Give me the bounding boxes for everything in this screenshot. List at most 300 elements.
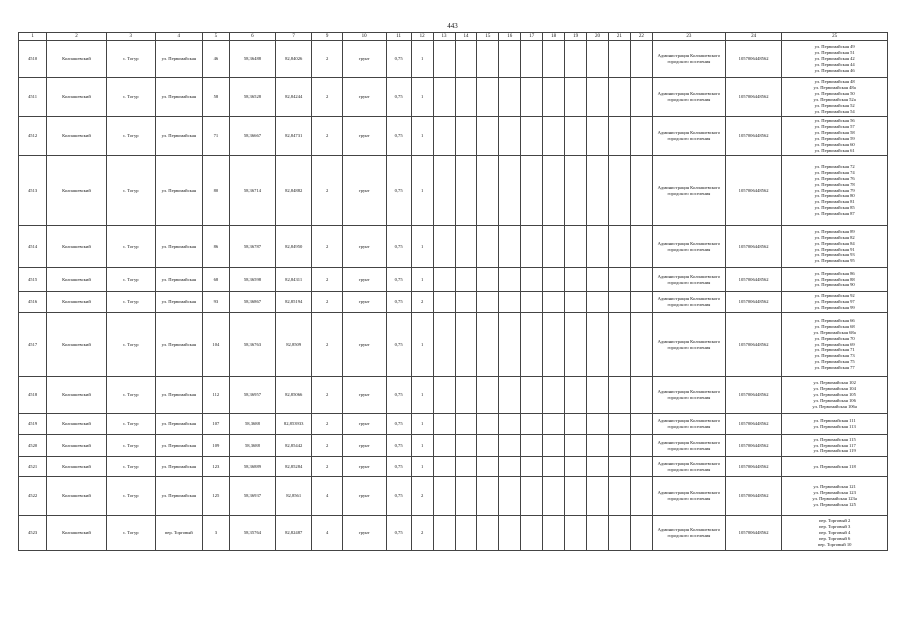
column-header: 4	[155, 33, 202, 41]
longitude-cell: 82,85284	[275, 457, 312, 477]
page-number: 443	[447, 22, 458, 30]
ogrn-cell: 1057006448562	[725, 435, 781, 457]
owner-cell: Администрация Колпашевского городского поселения	[652, 414, 725, 435]
longitude-cell: 82,8509	[275, 313, 312, 377]
address-line: ул. Первомайская 121	[813, 484, 856, 490]
empty-cell	[630, 414, 652, 435]
longitude-cell: 82,84244	[275, 78, 312, 117]
address-line: ул. Первомайская 70	[814, 335, 855, 341]
settlement-cell: с. Тогур	[106, 516, 155, 551]
empty-cell	[455, 156, 477, 226]
address-line: ул. Первомайская 93	[814, 252, 855, 258]
address-line: ул. Первомайская 48	[814, 79, 855, 85]
district-cell: Колпашевский	[47, 477, 107, 516]
table-row	[19, 414, 888, 435]
settlement-cell: с. Тогур	[106, 78, 155, 117]
longitude-cell: 82,84950	[275, 226, 312, 268]
empty-cell	[477, 516, 499, 551]
empty-cell	[630, 457, 652, 477]
house-cell: 46	[202, 41, 229, 78]
table-row	[19, 268, 888, 292]
empty-cell	[477, 457, 499, 477]
empty-cell	[521, 292, 543, 313]
empty-cell	[565, 78, 587, 117]
addresses-cell	[782, 516, 888, 551]
count-cell: 2	[312, 377, 342, 414]
empty-cell	[521, 268, 543, 292]
address-line: ул. Первомайская 69	[814, 341, 855, 347]
empty-cell	[543, 457, 565, 477]
latitude-cell: 58,36867	[229, 292, 275, 313]
column-header: 18	[543, 33, 565, 41]
address-line: ул. Первомайская 99	[814, 304, 855, 310]
empty-cell	[630, 78, 652, 117]
settlement-cell: с. Тогур	[106, 117, 155, 156]
column-header: 15	[477, 33, 499, 41]
count-cell: 2	[312, 457, 342, 477]
address-line: ул. Первомайская 59	[814, 136, 855, 141]
owner-cell: Администрация Колпашевского городского поселения	[652, 268, 725, 292]
empty-cell	[433, 117, 455, 156]
address-line: ул. Первомайская 88	[814, 276, 855, 282]
table-row	[19, 313, 888, 377]
header-row	[19, 33, 888, 41]
district-cell: Колпашевский	[47, 516, 107, 551]
area-cell: 0,75	[386, 156, 411, 226]
empty-cell	[608, 377, 630, 414]
address-line: пер. Торговый 2	[818, 518, 851, 524]
column-header: 14	[455, 33, 477, 41]
empty-cell	[565, 516, 587, 551]
empty-cell	[499, 117, 521, 156]
addresses-cell	[782, 377, 888, 414]
ogrn-cell: 1057006448562	[725, 41, 781, 78]
count-cell: 2	[312, 313, 342, 377]
empty-cell	[521, 41, 543, 78]
empty-cell	[608, 292, 630, 313]
house-cell: 107	[202, 414, 229, 435]
addresses-cell	[782, 457, 888, 477]
empty-cell	[565, 414, 587, 435]
longitude-cell: 82,8561	[275, 477, 312, 516]
address-line: пер. Торговый 3	[818, 524, 851, 530]
table-row	[19, 156, 888, 226]
area-cell: 0,75	[386, 377, 411, 414]
empty-cell	[543, 78, 565, 117]
district-cell: Колпашевский	[47, 156, 107, 226]
owner-cell: Администрация Колпашевского городского поселения	[652, 477, 725, 516]
house-cell: 71	[202, 117, 229, 156]
containers-cell: 2	[411, 477, 433, 516]
latitude-cell: 58,36488	[229, 41, 275, 78]
empty-cell	[477, 435, 499, 457]
settlement-cell: с. Тогур	[106, 41, 155, 78]
ogrn-cell: 1057006448562	[725, 156, 781, 226]
surface-cell: грунт	[342, 516, 386, 551]
table-row	[19, 435, 888, 457]
surface-cell: грунт	[342, 78, 386, 117]
street-cell: ул. Первомайская	[155, 41, 202, 78]
owner-cell: Администрация Колпашевского городского поселения	[652, 377, 725, 414]
empty-cell	[608, 516, 630, 551]
latitude-cell: 58,35764	[229, 516, 275, 551]
address-line: ул. Первомайская 85	[814, 205, 855, 211]
owner-cell: Администрация Колпашевского городского поселения	[652, 457, 725, 477]
empty-cell	[565, 477, 587, 516]
area-cell: 0,75	[386, 117, 411, 156]
district-cell: Колпашевский	[47, 292, 107, 313]
table-row	[19, 292, 888, 313]
empty-cell	[433, 477, 455, 516]
district-cell: Колпашевский	[47, 313, 107, 377]
settlement-cell: с. Тогур	[106, 377, 155, 414]
record-id: 4518	[19, 377, 47, 414]
district-cell: Колпашевский	[47, 457, 107, 477]
empty-cell	[587, 457, 609, 477]
empty-cell	[455, 117, 477, 156]
record-id: 4512	[19, 117, 47, 156]
street-cell: ул. Первомайская	[155, 377, 202, 414]
empty-cell	[608, 313, 630, 377]
ogrn-cell: 1057006448562	[725, 477, 781, 516]
column-header: 21	[608, 33, 630, 41]
empty-cell	[455, 41, 477, 78]
longitude-cell: 82,85194	[275, 292, 312, 313]
empty-cell	[587, 292, 609, 313]
containers-cell: 1	[411, 313, 433, 377]
owner-cell: Администрация Колпашевского городского поселения	[652, 226, 725, 268]
latitude-cell: 58,36957	[229, 377, 275, 414]
empty-cell	[608, 78, 630, 117]
longitude-cell: 82,84731	[275, 117, 312, 156]
address-line: ул. Первомайская 52	[814, 102, 855, 108]
address-line: ул. Первомайская 89	[814, 228, 855, 234]
column-header: 16	[499, 33, 521, 41]
owner-cell: Администрация Колпашевского городского поселения	[652, 156, 725, 226]
empty-cell	[477, 226, 499, 268]
empty-cell	[499, 477, 521, 516]
address-line: ул. Первомайская 56	[814, 118, 855, 124]
empty-cell	[499, 156, 521, 226]
empty-cell	[587, 435, 609, 457]
addresses-cell	[782, 78, 888, 117]
empty-cell	[499, 41, 521, 78]
empty-cell	[499, 457, 521, 477]
surface-cell: грунт	[342, 41, 386, 78]
ogrn-cell: 1057006448562	[725, 313, 781, 377]
street-cell: ул. Первомайская	[155, 313, 202, 377]
empty-cell	[455, 78, 477, 117]
table-row	[19, 117, 888, 156]
table-row	[19, 457, 888, 477]
surface-cell: грунт	[342, 457, 386, 477]
owner-cell: Администрация Колпашевского городского поселения	[652, 435, 725, 457]
address-line: ул. Первомайская 42	[814, 56, 855, 62]
empty-cell	[565, 313, 587, 377]
latitude-cell: 58,36667	[229, 117, 275, 156]
address-line: ул. Первомайская 61	[814, 147, 855, 153]
empty-cell	[543, 313, 565, 377]
empty-cell	[630, 41, 652, 78]
empty-cell	[630, 156, 652, 226]
empty-cell	[477, 78, 499, 117]
longitude-cell: 82,85442	[275, 435, 312, 457]
empty-cell	[521, 414, 543, 435]
registry-table	[18, 32, 888, 551]
ogrn-cell: 1057006448562	[725, 268, 781, 292]
containers-cell: 2	[411, 292, 433, 313]
record-id: 4513	[19, 156, 47, 226]
street-cell: ул. Первомайская	[155, 457, 202, 477]
house-cell: 3	[202, 516, 229, 551]
column-header: 1	[19, 33, 47, 41]
area-cell: 0,75	[386, 477, 411, 516]
empty-cell	[521, 78, 543, 117]
surface-cell: грунт	[342, 226, 386, 268]
ogrn-cell: 1057006448562	[725, 516, 781, 551]
empty-cell	[499, 516, 521, 551]
address-line: ул. Первомайская 60	[814, 141, 855, 147]
empty-cell	[499, 268, 521, 292]
empty-cell	[521, 377, 543, 414]
empty-cell	[630, 377, 652, 414]
empty-cell	[587, 516, 609, 551]
empty-cell	[630, 313, 652, 377]
empty-cell	[477, 268, 499, 292]
column-header: 19	[565, 33, 587, 41]
empty-cell	[630, 268, 652, 292]
address-line: пер. Торговый 10	[817, 541, 852, 547]
empty-cell	[543, 414, 565, 435]
address-line: ул. Первомайская 68	[814, 323, 855, 329]
latitude-cell: 58,36598	[229, 268, 275, 292]
empty-cell	[587, 268, 609, 292]
area-cell: 0,75	[386, 268, 411, 292]
empty-cell	[455, 268, 477, 292]
owner-cell: Администрация Колпашевского городского поселения	[652, 516, 725, 551]
address-line: ул. Первомайская 86	[814, 270, 855, 276]
empty-cell	[630, 435, 652, 457]
house-cell: 93	[202, 292, 229, 313]
empty-cell	[565, 41, 587, 78]
address-line: ул. Первомайская 106	[813, 397, 856, 403]
surface-cell: грунт	[342, 477, 386, 516]
address-line: ул. Первомайская 104	[813, 386, 856, 392]
empty-cell	[499, 313, 521, 377]
column-header: 11	[386, 33, 411, 41]
owner-cell: Администрация Колпашевского городского поселения	[652, 313, 725, 377]
latitude-cell: 58,3688	[229, 414, 275, 435]
settlement-cell: с. Тогур	[106, 268, 155, 292]
column-header: 13	[433, 33, 455, 41]
address-line: ул. Первомайская 58	[814, 130, 855, 136]
containers-cell: 1	[411, 78, 433, 117]
surface-cell: грунт	[342, 156, 386, 226]
record-id: 4523	[19, 516, 47, 551]
count-cell: 2	[312, 41, 342, 78]
house-cell: 86	[202, 226, 229, 268]
empty-cell	[608, 457, 630, 477]
count-cell: 4	[312, 516, 342, 551]
empty-cell	[521, 457, 543, 477]
containers-cell: 1	[411, 226, 433, 268]
district-cell: Колпашевский	[47, 414, 107, 435]
empty-cell	[521, 156, 543, 226]
empty-cell	[587, 226, 609, 268]
area-cell: 0,75	[386, 313, 411, 377]
empty-cell	[630, 516, 652, 551]
addresses-cell	[782, 435, 888, 457]
address-line: ул. Первомайская 74	[814, 169, 855, 175]
area-cell: 0,75	[386, 226, 411, 268]
area-cell: 0,75	[386, 435, 411, 457]
latitude-cell: 58,3688	[229, 435, 275, 457]
address-line: ул. Первомайская 115	[813, 436, 856, 442]
count-cell: 2	[312, 414, 342, 435]
street-cell: ул. Первомайская	[155, 156, 202, 226]
table-row	[19, 477, 888, 516]
empty-cell	[587, 477, 609, 516]
empty-cell	[565, 457, 587, 477]
empty-cell	[630, 292, 652, 313]
record-id: 4516	[19, 292, 47, 313]
address-line: пер. Торговый 4	[818, 530, 851, 536]
latitude-cell: 58,36763	[229, 313, 275, 377]
empty-cell	[543, 226, 565, 268]
empty-cell	[499, 377, 521, 414]
empty-cell	[587, 156, 609, 226]
area-cell: 0,75	[386, 41, 411, 78]
record-id: 4514	[19, 226, 47, 268]
house-cell: 123	[202, 457, 229, 477]
count-cell: 2	[312, 292, 342, 313]
district-cell: Колпашевский	[47, 435, 107, 457]
longitude-cell: 82,84026	[275, 41, 312, 78]
street-cell: ул. Первомайская	[155, 292, 202, 313]
address-line: ул. Первомайская 51	[814, 50, 855, 56]
count-cell: 2	[312, 78, 342, 117]
latitude-cell: 58,36937	[229, 477, 275, 516]
address-line: ул. Первомайская 80	[814, 193, 855, 199]
empty-cell	[455, 414, 477, 435]
empty-cell	[433, 414, 455, 435]
addresses-cell	[782, 156, 888, 226]
count-cell: 2	[312, 268, 342, 292]
column-header: 2	[47, 33, 107, 41]
ogrn-cell: 1057006448562	[725, 414, 781, 435]
empty-cell	[521, 226, 543, 268]
house-cell: 80	[202, 156, 229, 226]
longitude-cell: 82,84311	[275, 268, 312, 292]
column-header: 22	[630, 33, 652, 41]
address-line: ул. Первомайская 87	[814, 211, 855, 217]
address-line: ул. Первомайская 77	[814, 365, 855, 371]
empty-cell	[499, 414, 521, 435]
empty-cell	[608, 477, 630, 516]
empty-cell	[499, 435, 521, 457]
column-header: 23	[652, 33, 725, 41]
count-cell: 2	[312, 226, 342, 268]
empty-cell	[608, 435, 630, 457]
addresses-cell	[782, 226, 888, 268]
column-header: 9	[312, 33, 342, 41]
empty-cell	[608, 226, 630, 268]
addresses-cell	[782, 313, 888, 377]
settlement-cell: с. Тогур	[106, 156, 155, 226]
addresses-cell	[782, 477, 888, 516]
empty-cell	[477, 117, 499, 156]
settlement-cell: с. Тогур	[106, 435, 155, 457]
address-line: ул. Первомайская 48а	[813, 85, 856, 91]
empty-cell	[543, 516, 565, 551]
column-header: 25	[782, 33, 888, 41]
empty-cell	[477, 377, 499, 414]
address-line: ул. Первомайская 92	[814, 293, 855, 299]
count-cell: 2	[312, 156, 342, 226]
empty-cell	[630, 477, 652, 516]
table-row	[19, 226, 888, 268]
area-cell: 0,75	[386, 516, 411, 551]
containers-cell: 1	[411, 457, 433, 477]
empty-cell	[499, 226, 521, 268]
empty-cell	[565, 292, 587, 313]
empty-cell	[433, 226, 455, 268]
empty-cell	[521, 117, 543, 156]
address-line: ул. Первомайская 78	[814, 181, 855, 187]
address-line: ул. Первомайская 111	[813, 418, 856, 424]
empty-cell	[608, 41, 630, 78]
record-id: 4521	[19, 457, 47, 477]
column-header: 12	[411, 33, 433, 41]
empty-cell	[455, 516, 477, 551]
empty-cell	[433, 78, 455, 117]
ogrn-cell: 1057006448562	[725, 117, 781, 156]
ogrn-cell: 1057006448562	[725, 457, 781, 477]
house-cell: 125	[202, 477, 229, 516]
owner-cell: Администрация Колпашевского городского поселения	[652, 117, 725, 156]
address-line: ул. Первомайская 72	[814, 163, 855, 169]
table-row	[19, 41, 888, 78]
address-line: ул. Первомайская 91	[814, 246, 855, 252]
address-line: ул. Первомайская 105	[813, 392, 856, 398]
address-line: ул. Первомайская 81	[814, 199, 855, 205]
street-cell: ул. Первомайская	[155, 477, 202, 516]
address-line: ул. Первомайская 113	[813, 424, 856, 429]
record-id: 4515	[19, 268, 47, 292]
latitude-cell: 58,36714	[229, 156, 275, 226]
column-header: 17	[521, 33, 543, 41]
address-line: ул. Первомайская 54	[814, 108, 855, 114]
settlement-cell: с. Тогур	[106, 414, 155, 435]
house-cell: 58	[202, 78, 229, 117]
empty-cell	[433, 435, 455, 457]
address-line: ул. Первомайская 66	[814, 317, 855, 323]
house-cell: 104	[202, 313, 229, 377]
address-line: ул. Первомайская 73	[814, 353, 855, 359]
column-header: 20	[587, 33, 609, 41]
addresses-cell	[782, 414, 888, 435]
empty-cell	[455, 313, 477, 377]
addresses-cell	[782, 41, 888, 78]
empty-cell	[477, 313, 499, 377]
district-cell: Колпашевский	[47, 41, 107, 78]
empty-cell	[587, 78, 609, 117]
empty-cell	[521, 516, 543, 551]
empty-cell	[521, 313, 543, 377]
district-cell: Колпашевский	[47, 268, 107, 292]
empty-cell	[543, 156, 565, 226]
containers-cell: 1	[411, 117, 433, 156]
